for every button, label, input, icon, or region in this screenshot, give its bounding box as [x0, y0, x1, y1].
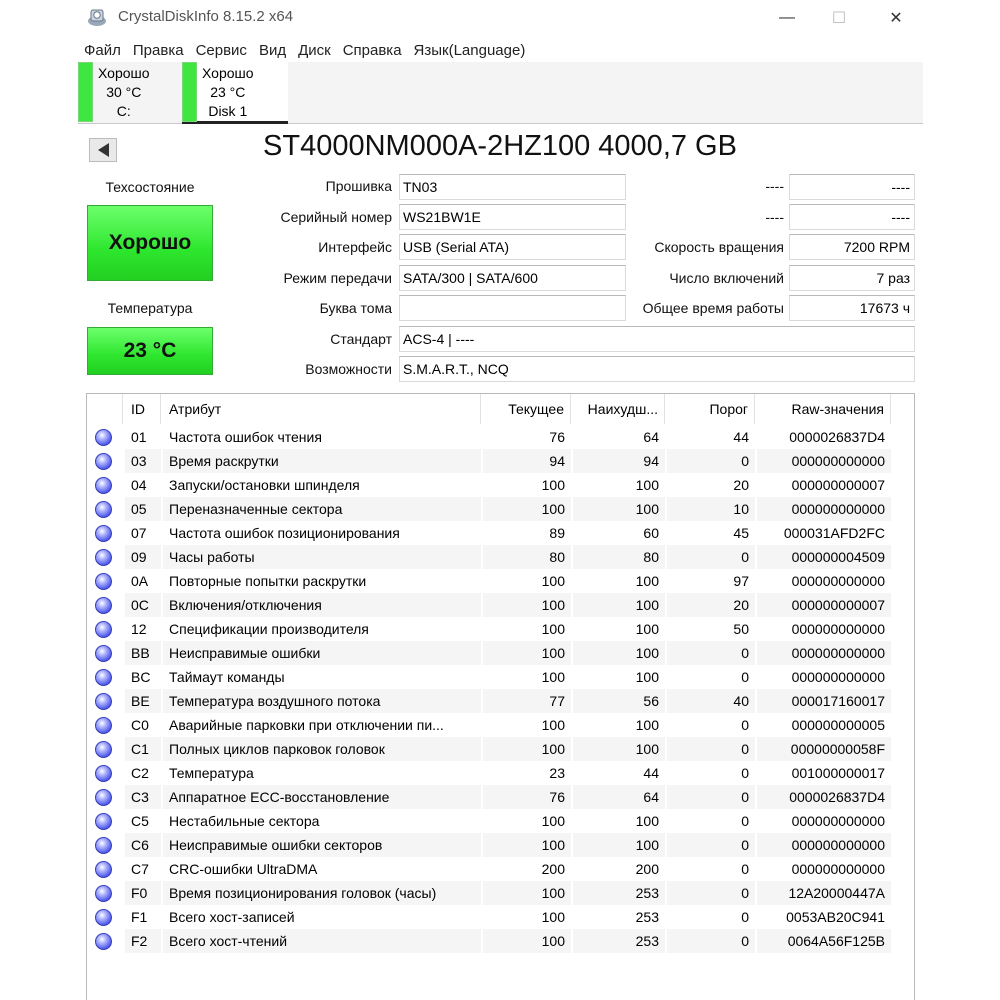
disk-tab-text: [98, 64, 150, 121]
current-value: 100: [541, 813, 565, 829]
blue-status-dot-icon: [95, 861, 112, 878]
power-on-hours-field: 17673 ч: [789, 295, 915, 321]
attribute-name: Время раскрутки: [163, 449, 481, 473]
smart-attributes-table[interactable]: [86, 393, 915, 1000]
attribute-id: 04: [131, 477, 147, 493]
window-title: CrystalDiskInfo 8.15.2 x64: [118, 8, 294, 25]
disk-tab-text: [202, 64, 254, 121]
current-value: 200: [541, 861, 565, 877]
blue-status-dot-icon: [95, 621, 112, 638]
attribute-name: Аварийные парковки при отключении пи...: [169, 717, 444, 733]
attribute-name: Температура: [169, 765, 254, 781]
disk-tab-status: Хорошо: [98, 65, 150, 81]
attribute-id: C2: [131, 765, 149, 781]
table-row[interactable]: [87, 593, 914, 617]
attribute-name: CRC-ошибки UltraDMA: [169, 861, 318, 877]
threshold-value: 50: [733, 621, 749, 637]
transfer-mode-field: SATA/300 | SATA/600: [399, 265, 626, 291]
attribute-id: 0C: [125, 593, 161, 617]
attribute-id: C7: [131, 861, 149, 877]
raw-value: 0000026837D4: [757, 785, 891, 809]
power-on-hours-label: Общее время работы: [642, 300, 784, 316]
worst-value: 56: [573, 689, 665, 713]
menu-language[interactable]: Язык(Language): [413, 41, 526, 59]
raw-value: 000000000007: [757, 593, 891, 617]
current-value: 100: [483, 641, 571, 665]
worst-column-header[interactable]: Наихудш...: [573, 394, 665, 424]
blue-status-dot-icon: [95, 429, 112, 446]
attribute-name: Полных циклов парковок головок: [163, 737, 481, 761]
blue-status-dot-icon: [95, 453, 112, 470]
blue-status-dot-icon: [95, 669, 112, 686]
raw-value: 000000000005: [791, 717, 885, 733]
worst-value: 44: [643, 765, 659, 781]
blue-status-dot-icon: [95, 789, 112, 806]
current-value: 77: [483, 689, 571, 713]
raw-value: 000000000000: [757, 641, 891, 665]
attribute-id: 03: [125, 449, 161, 473]
threshold-value: 0: [741, 765, 749, 781]
status-column-header[interactable]: [87, 394, 123, 424]
attribute-id: F0: [125, 881, 161, 905]
attribute-name: Часы работы: [163, 545, 481, 569]
threshold-value: 0: [741, 813, 749, 829]
disk-model-title: ST4000NM000A-2HZ100 4000,7 GB: [263, 130, 737, 162]
attribute-name: Переназначенные сектора: [163, 497, 481, 521]
current-value: 100: [483, 737, 571, 761]
reserved-field-1: ----: [789, 174, 915, 200]
interface-field: USB (Serial ATA): [399, 234, 626, 260]
threshold-value: 0: [667, 929, 755, 953]
current-column-header[interactable]: Текущее: [483, 394, 571, 424]
table-row[interactable]: [87, 881, 914, 905]
reserved-label-2: ----: [765, 209, 784, 225]
attribute-id: BB: [125, 641, 161, 665]
menu-edit[interactable]: Правка: [132, 41, 184, 59]
worst-value: 253: [573, 881, 665, 905]
current-value: 100: [483, 497, 571, 521]
menu-bar: [78, 38, 531, 62]
threshold-value: 0: [741, 717, 749, 733]
current-value: 89: [549, 525, 565, 541]
raw-value: 12A20000447A: [757, 881, 891, 905]
raw-value: 000031AFD2FC: [783, 525, 885, 541]
id-column-header[interactable]: ID: [125, 394, 161, 424]
worst-value: 200: [635, 861, 659, 877]
current-value: 100: [541, 477, 565, 493]
health-status-label: Техсостояние: [105, 179, 195, 195]
raw-value: 0064A56F125B: [757, 929, 891, 953]
table-row[interactable]: [87, 905, 914, 929]
raw-value: 000000000000: [757, 497, 891, 521]
table-header: [87, 394, 914, 424]
temperature-button[interactable]: 23 °C: [87, 327, 213, 375]
drive-letter-field: [399, 295, 626, 321]
transfer-mode-label: Режим передачи: [283, 270, 392, 286]
attribute-id: C5: [131, 813, 149, 829]
serial-field: WS21BW1E: [399, 204, 626, 230]
attribute-column-header[interactable]: Атрибут: [163, 394, 481, 424]
current-value: 80: [483, 545, 571, 569]
worst-value: 253: [635, 909, 659, 925]
attribute-name: Спецификации производителя: [169, 621, 369, 637]
blue-status-dot-icon: [95, 837, 112, 854]
worst-value: 253: [573, 929, 665, 953]
current-value: 100: [483, 593, 571, 617]
worst-value: 100: [635, 573, 659, 589]
raw-value: 000000000000: [791, 621, 885, 637]
current-value: 100: [541, 573, 565, 589]
menu-function[interactable]: Сервис: [195, 41, 247, 59]
threshold-value: 0: [667, 785, 755, 809]
title-bar: [78, 0, 923, 36]
menu-help[interactable]: Справка: [342, 41, 402, 59]
table-row[interactable]: [87, 929, 914, 953]
current-value: 76: [483, 785, 571, 809]
worst-value: 100: [573, 497, 665, 521]
attribute-name: Нестабильные сектора: [169, 813, 320, 829]
worst-value: 100: [635, 717, 659, 733]
table-row[interactable]: [87, 689, 914, 713]
firmware-field: TN03: [399, 174, 626, 200]
worst-value: 100: [573, 593, 665, 617]
firmware-label: Прошивка: [325, 178, 392, 194]
crystaldiskinfo-app-icon: [86, 6, 108, 28]
menu-view[interactable]: Вид: [258, 41, 287, 59]
features-field: S.M.A.R.T., NCQ: [399, 356, 915, 382]
reserved-field-2: ----: [789, 204, 915, 230]
disk-tab-disk1[interactable]: [182, 62, 288, 124]
raw-value: 000017160017: [757, 689, 891, 713]
raw-value: 000000000000: [757, 833, 891, 857]
attribute-id: C1: [125, 737, 161, 761]
table-row[interactable]: [87, 857, 914, 881]
raw-value: 000000004509: [757, 545, 891, 569]
blue-status-dot-icon: [95, 717, 112, 734]
attribute-name: Неисправимые ошибки секторов: [163, 833, 481, 857]
table-row[interactable]: [87, 569, 914, 593]
threshold-value: 44: [733, 429, 749, 445]
attribute-name: Аппаратное ECC-восстановление: [163, 785, 481, 809]
attribute-id: C3: [125, 785, 161, 809]
disk-tab-strip: [78, 62, 923, 124]
table-row[interactable]: [87, 761, 914, 785]
table-row[interactable]: [87, 833, 914, 857]
attribute-name: Частота ошибок чтения: [169, 429, 322, 445]
attribute-name: Частота ошибок позиционирования: [169, 525, 400, 541]
disk-tab-temp: 23 °C: [210, 84, 246, 100]
current-value: 100: [483, 881, 571, 905]
attribute-name: Время позиционирования головок (часы): [163, 881, 481, 905]
attribute-name: Всего хост-чтений: [163, 929, 481, 953]
threshold-value: 0: [667, 833, 755, 857]
attribute-id: 05: [125, 497, 161, 521]
raw-value: 000000000000: [757, 449, 891, 473]
table-row[interactable]: [87, 521, 914, 545]
drive-letter-label: Буква тома: [319, 300, 392, 316]
threshold-value: 10: [667, 497, 755, 521]
blue-status-dot-icon: [95, 813, 112, 830]
menu-disk[interactable]: Диск: [298, 41, 331, 59]
current-value: 100: [541, 621, 565, 637]
serial-label: Серийный номер: [280, 209, 392, 225]
current-value: 76: [549, 429, 565, 445]
blue-status-dot-icon: [95, 933, 112, 950]
raw-value: 000000000000: [791, 861, 885, 877]
current-value: 100: [541, 717, 565, 733]
blue-status-dot-icon: [95, 549, 112, 566]
worst-value: 100: [635, 621, 659, 637]
rotation-rate-label: Скорость вращения: [654, 239, 784, 255]
minimize-button[interactable]: —: [779, 9, 795, 26]
table-row[interactable]: [87, 473, 914, 497]
attribute-id: F2: [125, 929, 161, 953]
threshold-value: 0: [667, 545, 755, 569]
standard-label: Стандарт: [330, 331, 392, 347]
threshold-value: 0: [667, 641, 755, 665]
raw-value: 000000000000: [791, 669, 885, 685]
blue-status-dot-icon: [95, 741, 112, 758]
standard-field: ACS-4 | ----: [399, 326, 915, 352]
worst-value: 100: [573, 737, 665, 761]
worst-value: 100: [635, 669, 659, 685]
attribute-id: F1: [131, 909, 148, 925]
current-value: 100: [541, 909, 565, 925]
power-on-count-field: 7 раз: [789, 265, 915, 291]
attribute-name: Всего хост-записей: [169, 909, 295, 925]
table-row[interactable]: [87, 713, 914, 737]
attribute-name: Повторные попытки раскрутки: [169, 573, 367, 589]
raw-value: 000000000007: [791, 477, 885, 493]
attribute-name: Температура воздушного потока: [163, 689, 481, 713]
threshold-value: 97: [733, 573, 749, 589]
raw-value: 0000026837D4: [789, 429, 885, 445]
blue-status-dot-icon: [95, 525, 112, 542]
blue-status-dot-icon: [95, 885, 112, 902]
worst-value: 100: [573, 641, 665, 665]
health-status-button[interactable]: Хорошо: [87, 205, 213, 281]
attribute-name: Включения/отключения: [163, 593, 481, 617]
attribute-name: Неисправимые ошибки: [163, 641, 481, 665]
arrow-left-icon: [98, 143, 109, 157]
interface-label: Интерфейс: [318, 239, 392, 255]
attribute-name: Таймаут команды: [169, 669, 285, 685]
temperature-label: Температура: [107, 300, 193, 316]
blue-status-dot-icon: [95, 477, 112, 494]
current-value: 23: [549, 765, 565, 781]
threshold-value: 0: [741, 861, 749, 877]
worst-value: 64: [573, 785, 665, 809]
attribute-id: BC: [131, 669, 151, 685]
attribute-name: Запуски/остановки шпинделя: [169, 477, 360, 493]
blue-status-dot-icon: [95, 645, 112, 662]
rotation-rate-field: 7200 RPM: [789, 234, 915, 260]
disk-tab-name: Disk 1: [208, 103, 248, 119]
disk-tab-status: Хорошо: [202, 65, 254, 81]
attribute-id: 0A: [131, 573, 149, 589]
close-button[interactable]: ✕: [889, 10, 903, 27]
worst-value: 60: [643, 525, 659, 541]
worst-value: 100: [635, 813, 659, 829]
power-on-count-label: Число включений: [669, 270, 784, 286]
blue-status-dot-icon: [95, 501, 112, 518]
threshold-value: 20: [733, 477, 749, 493]
disk-status-bar: [78, 62, 93, 122]
table-row[interactable]: [87, 545, 914, 569]
attribute-id: 01: [131, 429, 147, 445]
raw-value: 001000000017: [791, 765, 885, 781]
current-value: 100: [483, 929, 571, 953]
maximize-button[interactable]: ☐: [831, 10, 847, 27]
raw-value: 0053AB20C941: [786, 909, 885, 925]
attribute-id: 07: [131, 525, 147, 541]
threshold-value: 20: [667, 593, 755, 617]
threshold-value: 0: [741, 909, 749, 925]
menu-file[interactable]: Файл: [84, 41, 121, 59]
threshold-value: 0: [667, 449, 755, 473]
threshold-value: 45: [733, 525, 749, 541]
table-row[interactable]: [87, 425, 914, 449]
table-row[interactable]: [87, 617, 914, 641]
table-row[interactable]: [87, 737, 914, 761]
raw-column-header[interactable]: Raw-значения: [757, 394, 891, 424]
worst-value: 100: [573, 833, 665, 857]
raw-value: 000000000000: [791, 813, 885, 829]
table-row[interactable]: [87, 665, 914, 689]
table-row[interactable]: [87, 809, 914, 833]
worst-value: 94: [573, 449, 665, 473]
table-row[interactable]: [87, 449, 914, 473]
attribute-id: BE: [125, 689, 161, 713]
current-value: 94: [483, 449, 571, 473]
worst-value: 100: [635, 477, 659, 493]
blue-status-dot-icon: [95, 909, 112, 926]
threshold-value: 0: [667, 737, 755, 761]
disk-tab-temp: 30 °C: [106, 84, 142, 100]
current-value: 100: [541, 669, 565, 685]
features-label: Возможности: [305, 361, 392, 377]
blue-status-dot-icon: [95, 597, 112, 614]
current-value: 100: [483, 833, 571, 857]
raw-value: 000000000000: [791, 573, 885, 589]
table-row[interactable]: [87, 497, 914, 521]
worst-value: 64: [643, 429, 659, 445]
attribute-id: C0: [131, 717, 149, 733]
threshold-value: 0: [667, 881, 755, 905]
disk-tab-c[interactable]: [78, 62, 173, 124]
threshold-value: 0: [741, 669, 749, 685]
blue-status-dot-icon: [95, 573, 112, 590]
blue-status-dot-icon: [95, 693, 112, 710]
attribute-id: 09: [125, 545, 161, 569]
blue-status-dot-icon: [95, 765, 112, 782]
threshold-value: 40: [667, 689, 755, 713]
worst-value: 80: [573, 545, 665, 569]
attribute-id: C6: [125, 833, 161, 857]
reserved-label-1: ----: [765, 178, 784, 194]
disk-status-bar: [182, 62, 197, 122]
disk-tab-name: C:: [116, 103, 131, 119]
attribute-id: 12: [131, 621, 147, 637]
threshold-column-header[interactable]: Порог: [667, 394, 755, 424]
table-row[interactable]: [87, 785, 914, 809]
raw-value: 00000000058F: [757, 737, 891, 761]
previous-disk-button[interactable]: [89, 138, 117, 162]
table-row[interactable]: [87, 641, 914, 665]
